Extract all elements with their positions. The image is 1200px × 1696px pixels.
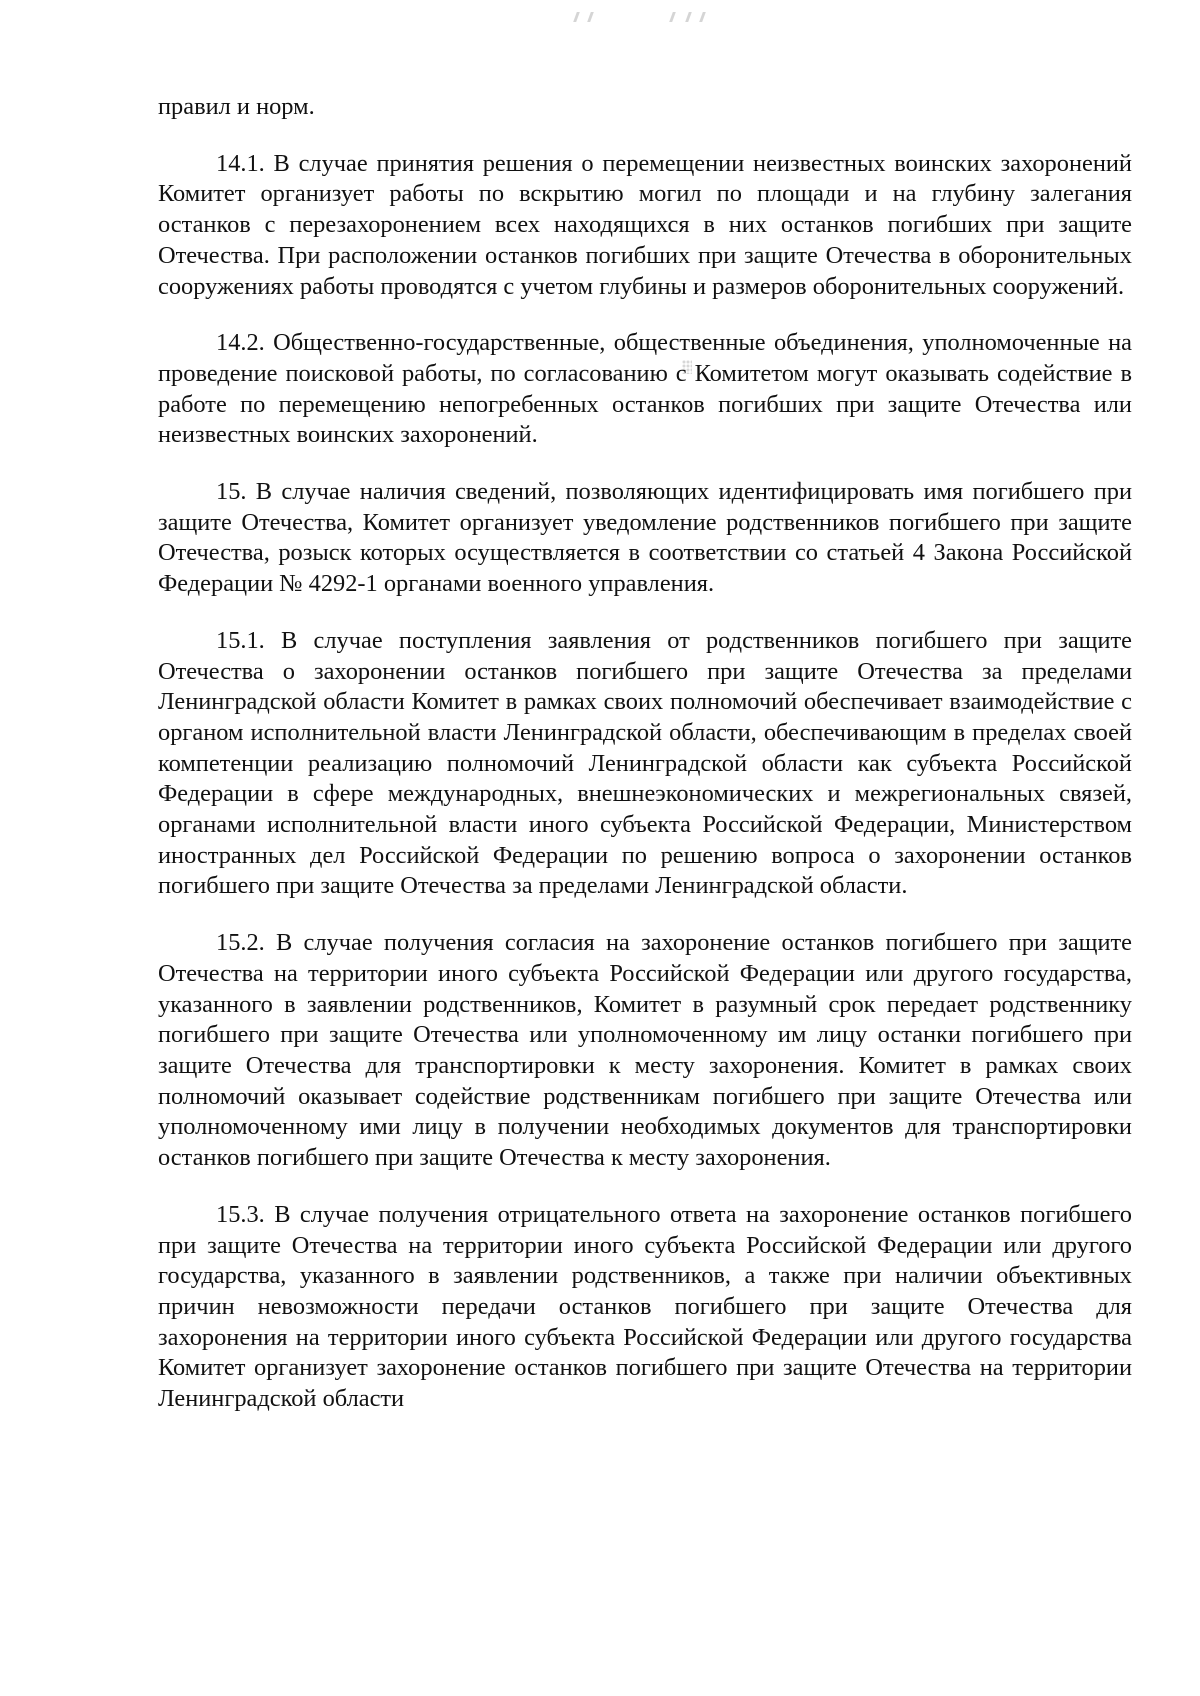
paragraph-14-1: 14.1. В случае принятия решения о перемещении неизвестных воинских захоронений Комитет организует работы по вскрытию могил по площади и на глубину залегания останков с перезахоронением всех находящихся в них останков погибших при защите Отечества. При расположении останков погибших при защите Отечества в оборонительных сооружениях работы проводятся с учетом глубины и размеров оборонительных сооружений. [158, 149, 1132, 300]
paragraph-14-2: 14.2. Общественно-государственные, общественные объединения, уполномоченные на проведение поисковой работы, по согласованию с Комитетом могут оказывать содействие в работе по перемещению непогребенных останков погибших при защите Отечества или неизвестных воинских захоронений. [158, 329, 1132, 449]
paragraph-15: 15. В случае наличия сведений, позволяющих идентифицировать имя погибшего при защите Отечества, Комитет организует уведомление родственников погибшего при защите Отечества, розыск которых осуществляется в соответствии со статьей 4 Закона Российской Федерации № 4292-1 органами военного управления. [158, 478, 1132, 598]
paragraph-continuation: правил и норм. [158, 93, 315, 120]
paragraph-15-2: 15.2. В случае получения согласия на захоронение останков погибшего при защите Отечества на территории иного субъекта Российской Федерации или другого государства, указанного в заявлении родственников, Комитет в разумный срок передает родственнику погибшего при защите Отечества или уполномоченному им лицу останки погибшего при защите Отечества для транспортировки к месту захоронения. Комитет в рамках своих полномочий оказывает содействие родственникам погибшего при защите Отечества или уполномоченному ими лицу в получении необходимых документов для транспортировки останков погибшего при защите Отечества к месту захоронения. [158, 929, 1132, 1172]
paragraph-15-3: 15.3. В случае получения отрицательного ответа на захоронение останков погибшего при защите Отечества на территории иного субъекта Российской Федерации или другого государства, указанного в заявлении родственников, а также при наличии объективных причин невозможности передачи останков погибшего при защите Отечества для захоронения на территории иного субъекта Российской Федерации или другого государства Комитет организует захоронение останков погибшего при защите Отечества на территории Ленинградской области [158, 1200, 1132, 1413]
scan-artifact [575, 12, 755, 24]
paragraph-15-1: 15.1. В случае поступления заявления от родственников погибшего при защите Отечества о захоронении останков погибшего при защите Отечества за пределами Ленинградской области Комитет в рамках своих полномочий обеспечивает взаимодействие с органом исполнительной власти Ленинградской области, обеспечивающим в пределах своей компетенции реализацию полномочий Ленинградской области как субъекта Российской Федерации в сфере международных, внешнеэкономических и межрегиональных связей, органами исполнительной власти иного субъекта Российской Федерации, Министерством иностранных дел Российской Федерации по решению вопроса о захоронении останков погибшего при защите Отечества за пределами Ленинградской области. [158, 626, 1132, 900]
document-page [158, 92, 1132, 1415]
